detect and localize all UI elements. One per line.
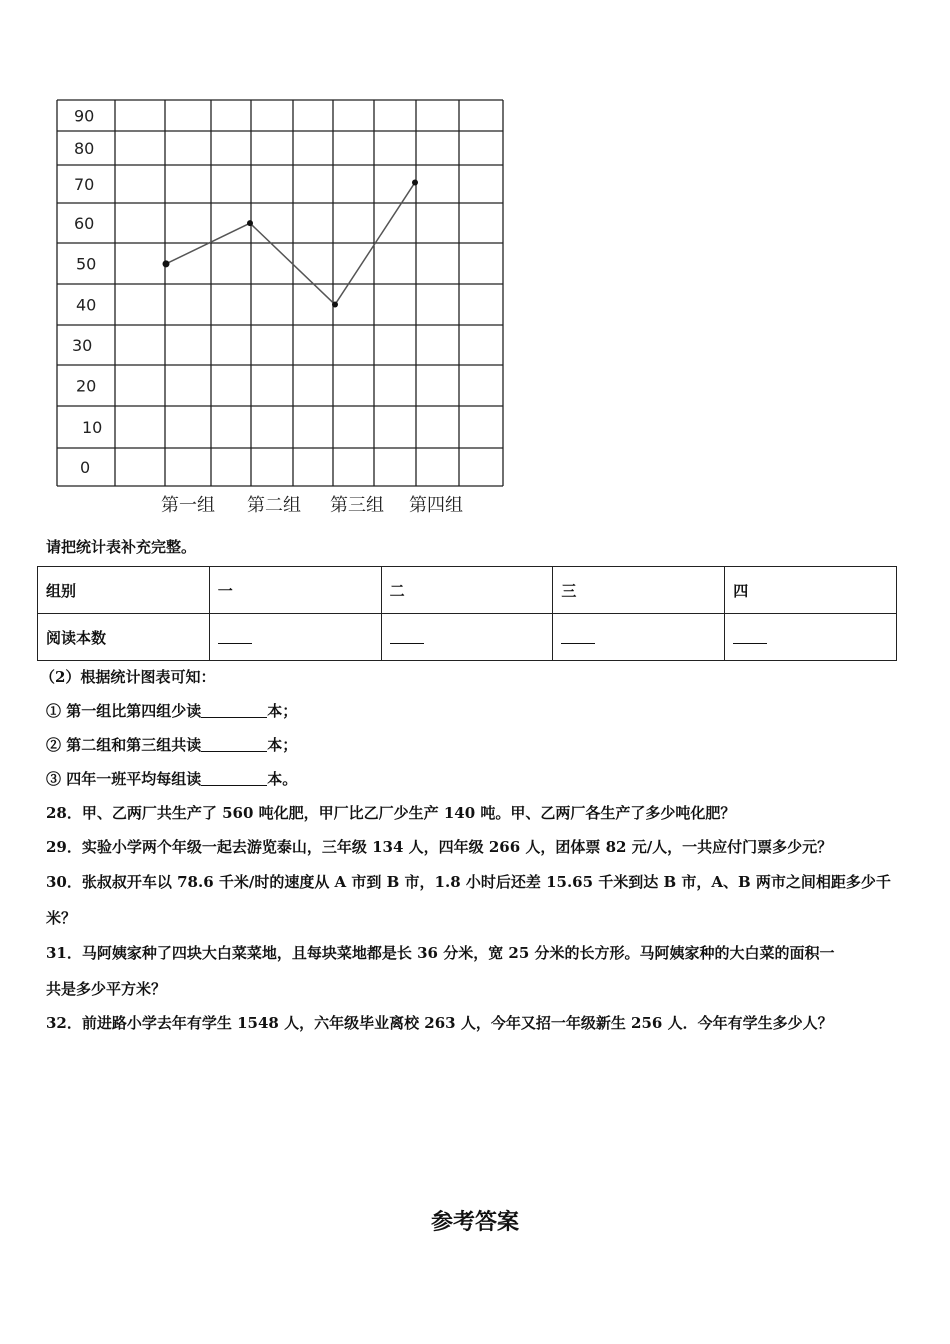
table-row: [38, 567, 897, 614]
question-30-cont: 米？: [46, 909, 77, 927]
question-31-cont: 共是多少平方米？: [46, 980, 167, 998]
x-tick-label: 第一组: [161, 495, 215, 516]
question-item: [46, 734, 297, 755]
answer-blank[interactable]: [201, 737, 267, 752]
question-suffix: 本；: [267, 736, 298, 754]
x-tick-label: 第三组: [330, 495, 384, 516]
x-tick-label: 第二组: [247, 495, 301, 516]
question-item: [46, 768, 297, 789]
part2-heading: （2）根据统计图表可知：: [40, 668, 216, 686]
question-item: [46, 700, 297, 721]
answer-blank[interactable]: [733, 629, 767, 644]
y-axis-ticks: [72, 107, 102, 478]
answer-blank[interactable]: [201, 771, 267, 786]
y-tick-label: 10: [82, 418, 103, 437]
question-28: 28．甲、乙两厂共生产了 560 吨化肥，甲厂比乙厂少生产 140 吨。甲、乙两厂各生产了多少吨化肥？: [46, 804, 736, 822]
table-cell: 组别: [38, 567, 210, 614]
table-cell: 阅读本数: [38, 614, 210, 661]
y-tick-label: 30: [72, 336, 93, 355]
y-tick-label: 40: [76, 295, 97, 315]
y-tick-label: 60: [74, 214, 95, 233]
table-cell: 一: [209, 567, 381, 614]
answer-section-title: 参考答案: [430, 1209, 519, 1235]
answer-blank[interactable]: [561, 629, 595, 644]
y-tick-label: 50: [76, 254, 97, 274]
question-32: 32．前进路小学去年有学生 1548 人，六年级毕业离校 263 人，今年又招一年级新生 256 人．今年有学生多少人？: [46, 1014, 833, 1032]
table-cell: 四: [725, 567, 897, 614]
question-text: ① 第一组比第四组少读: [46, 702, 202, 720]
chart-grid: [57, 100, 503, 486]
question-text: ② 第二组和第三组共读: [46, 736, 202, 754]
question-suffix: 本。: [267, 770, 298, 788]
x-tick-label: 第四组: [409, 495, 463, 516]
table-cell-blank[interactable]: [725, 614, 897, 661]
data-point: [412, 179, 418, 185]
question-29: 29．实验小学两个年级一起去游览泰山，三年级 134 人，四年级 266 人，团体票 82 元/人，一共应付门票多少元？: [46, 838, 833, 856]
table-instruction: 请把统计表补充完整。: [46, 538, 197, 556]
question-31: 31．马阿姨家种了四块大白菜菜地，且每块菜地都是长 36 分米，宽 25 分米的长方形。马阿姨家种的大白菜的面积一: [46, 944, 835, 962]
y-tick-label: 90: [74, 106, 95, 126]
table-cell-blank[interactable]: [209, 614, 381, 661]
data-point: [247, 220, 253, 226]
table-cell-blank[interactable]: [553, 614, 725, 661]
stats-table: [37, 566, 897, 661]
table-row: [38, 614, 897, 661]
y-tick-label: 0: [80, 458, 91, 477]
line-chart: [0, 0, 950, 530]
data-point: [163, 260, 170, 267]
x-axis-ticks: [161, 495, 463, 516]
answer-blank[interactable]: [201, 703, 267, 718]
answer-blank[interactable]: [390, 629, 424, 644]
y-tick-label: 70: [74, 175, 95, 194]
table-cell: 二: [381, 567, 553, 614]
question-text: ③ 四年一班平均每组读: [46, 770, 202, 788]
question-suffix: 本；: [267, 702, 298, 720]
table-cell: 三: [553, 567, 725, 614]
y-tick-label: 20: [76, 376, 97, 396]
table-cell-blank[interactable]: [381, 614, 553, 661]
data-point: [332, 302, 338, 308]
question-30: 30．张叔叔开车以 78.6 千米/时的速度从 A 市到 B 市，1.8 小时后还差 15.65 千米到达 B 市，A、B 两市之间相距多少千: [46, 873, 891, 891]
answer-blank[interactable]: [218, 629, 252, 644]
y-tick-label: 80: [74, 139, 95, 158]
